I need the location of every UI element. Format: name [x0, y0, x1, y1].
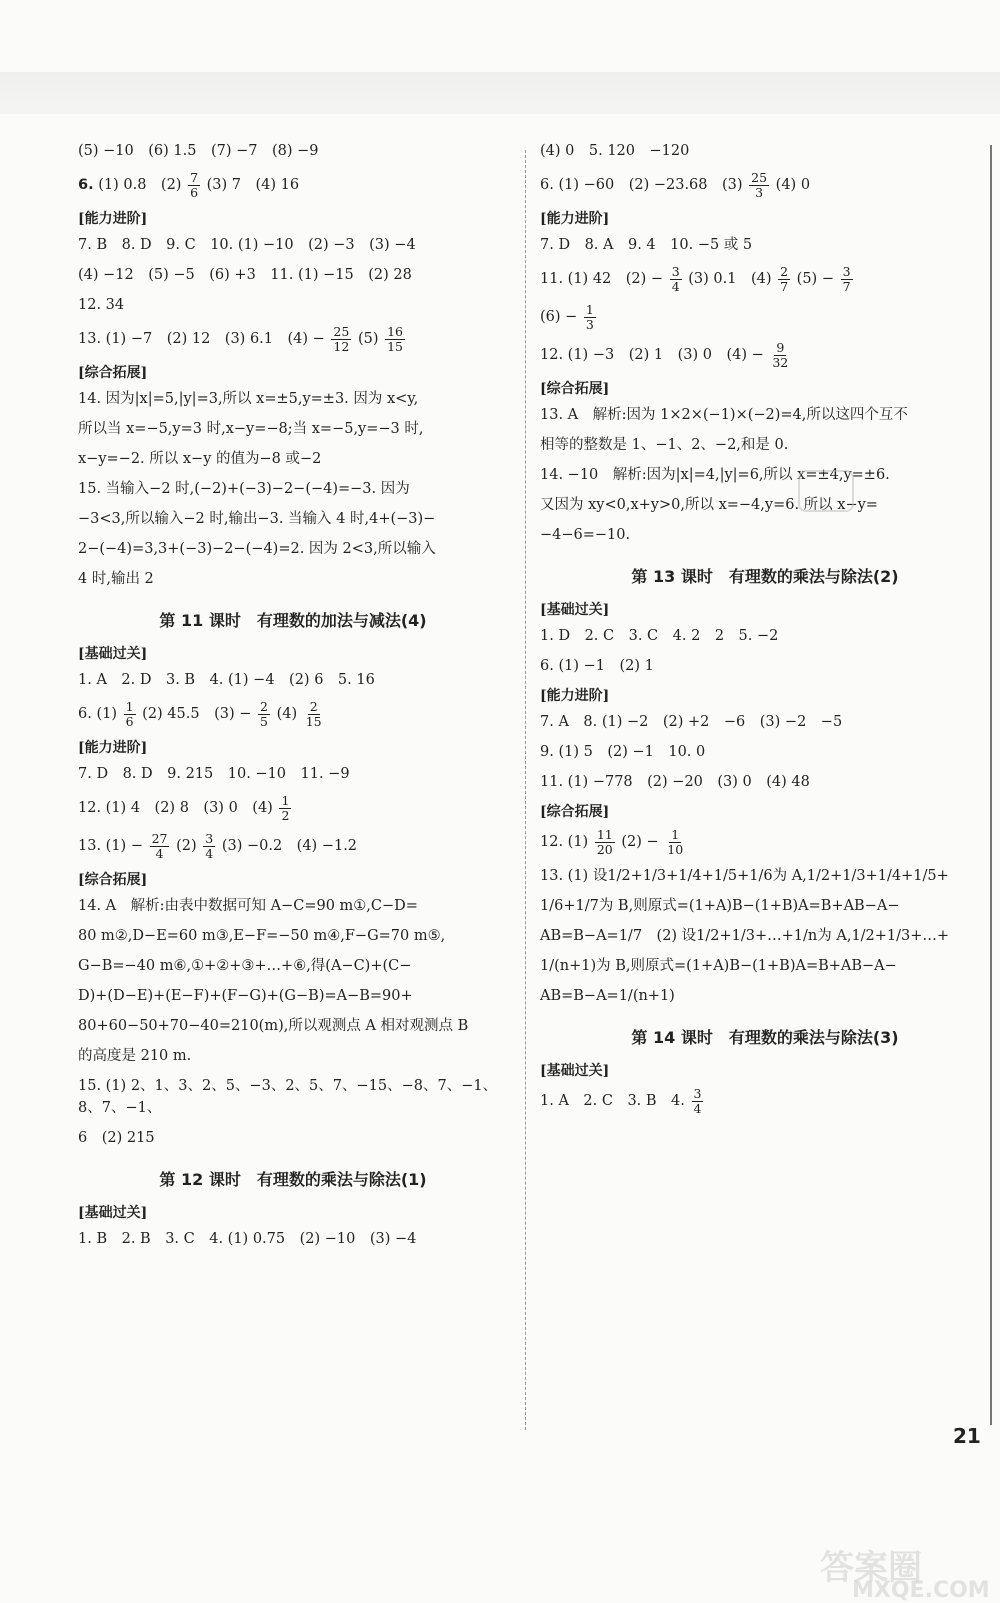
answer-line: −3<3,所以输入−2 时,输出−3. 当输入 4 时,4+(−3)−	[78, 511, 436, 527]
answer-line: 12. (1) 4 (2) 8 (3) 0 (4) $\frac{1}{2}$	[78, 792, 290, 823]
section-heading: [基础过关]	[540, 602, 610, 618]
answer-line: 7. D 8. A 9. 4 10. −5 或 5	[540, 237, 753, 253]
fraction: $\frac{16}{15}$	[387, 323, 403, 354]
answer-line: 13. (1) − $\frac{27}{4}$ (2) $\frac{3}{4}$ (3) −0.2 (4) −1.2	[78, 830, 358, 861]
answer-line: 7. B 8. D 9. C 10. (1) −10 (2) −3 (3) −4	[78, 237, 416, 253]
answer-line: 7. A 8. (1) −2 (2) +2 −6 (3) −2 −5	[540, 714, 843, 730]
fraction: $\frac{2}{7}$	[780, 263, 789, 294]
answer-line: G−B=−40 m⑥,①+②+③+…+⑥,得(A−C)+(C−	[78, 958, 412, 974]
fraction: $\frac{1}{2}$	[281, 792, 290, 823]
section-heading: [综合拓展]	[540, 804, 610, 820]
answer-line: 11. (1) 42 (2) − $\frac{3}{4}$ (3) 0.1 (4) $\frac{2}{7}$ (5) − $\frac{3}{7}$	[540, 263, 851, 294]
fraction: $\frac{7}{6}$	[190, 169, 199, 200]
section-heading: [综合拓展]	[78, 872, 148, 888]
answer-line: 12. (1) −3 (2) 1 (3) 0 (4) − $\frac{9}{32}$	[540, 339, 789, 370]
lesson-title: 第 12 课时 有理数的乘法与除法(1)	[159, 1170, 427, 1189]
left-column	[78, 140, 508, 1258]
answer-line: x−y=−2. 所以 x−y 的值为−8 或−2	[78, 451, 322, 467]
scan-header-band	[0, 72, 1000, 114]
section-heading: [基础过关]	[78, 1205, 148, 1221]
lesson-title: 第 13 课时 有理数的乘法与除法(2)	[631, 567, 899, 586]
answer-line: (5) −10 (6) 1.5 (7) −7 (8) −9	[78, 143, 319, 159]
fraction: $\frac{25}{3}$	[751, 169, 768, 200]
answer-line: D)+(D−E)+(E−F)+(F−G)+(G−B)=A−B=90+	[78, 988, 413, 1004]
answer-line: 6. (1) 0.8 (2) $\frac{7}{6}$ (3) 7 (4) 16	[78, 169, 300, 200]
column-divider	[525, 150, 526, 1430]
answer-line: 所以当 x=−5,y=3 时,x−y=−8;当 x=−5,y=−3 时,	[78, 421, 424, 437]
answer-line: 80+60−50+70−40=210(m),所以观测点 A 相对观测点 B	[78, 1018, 469, 1034]
section-heading: [综合拓展]	[78, 365, 148, 381]
answer-line: 1. A 2. C 3. B 4. $\frac{3}{4}$	[540, 1085, 702, 1116]
answer-line: 14. −10 解析:因为|x|=4,|y|=6,所以 x=±4,y=±6.	[540, 467, 890, 483]
page-edge	[990, 145, 992, 1425]
page-number: 21	[953, 1424, 981, 1448]
answer-line: 6. (1) $\frac{1}{6}$ (2) 45.5 (3) − $\frac{2}{5}$ (4) $\frac{2}{15}$	[78, 698, 322, 729]
fraction: $\frac{11}{20}$	[596, 826, 613, 857]
answer-line: 1/(n+1)为 B,则原式=(1+A)B−(1+B)A=B+AB−A−	[540, 958, 897, 974]
section-heading: [能力进阶]	[78, 740, 148, 756]
section-heading: [综合拓展]	[540, 381, 610, 397]
answer-line: 11. (1) −778 (2) −20 (3) 0 (4) 48	[540, 774, 810, 790]
answer-line: 4 时,输出 2	[78, 571, 154, 587]
answer-line: 6. (1) −60 (2) −23.68 (3) $\frac{25}{3}$ (4) 0	[540, 169, 811, 200]
answer-line: 12. 34	[78, 297, 125, 313]
right-column	[540, 140, 990, 1124]
answer-line: 9. (1) 5 (2) −1 10. 0	[540, 744, 706, 760]
answer-line: 7. D 8. D 9. 215 10. −10 11. −9	[78, 766, 350, 782]
answer-line: (4) −12 (5) −5 (6) +3 11. (1) −15 (2) 28	[78, 267, 412, 283]
section-heading: [基础过关]	[540, 1063, 610, 1079]
fraction: $\frac{2}{5}$	[260, 698, 268, 729]
watermark-logo: 答案圈	[820, 1548, 922, 1588]
answer-line: 6 (2) 215	[78, 1130, 155, 1146]
fraction: $\frac{3}{4}$	[693, 1085, 702, 1116]
answer-line: 80 m②,D−E=60 m③,E−F=−50 m④,F−G=70 m⑤,	[78, 928, 446, 944]
fraction: $\frac{2}{15}$	[305, 698, 322, 729]
answer-line: 1. D 2. C 3. C 4. 2 2 5. −2	[540, 628, 779, 644]
answer-line: 1/6+1/7为 B,则原式=(1+A)B−(1+B)A=B+AB−A−	[540, 898, 900, 914]
answer-line: 13. A 解析:因为 1×2×(−1)×(−2)=4,所以这四个互不	[540, 407, 908, 423]
answer-line: 15. (1) 2、1、3、2、5、−3、2、5、7、−15、−8、7、−1、8、7、−1、	[78, 1078, 498, 1116]
lesson-title: 第 11 课时 有理数的加法与减法(4)	[159, 611, 427, 630]
stamp-icon	[798, 470, 854, 512]
answer-line: 1. A 2. D 3. B 4. (1) −4 (2) 6 5. 16	[78, 672, 375, 688]
answer-line: 相等的整数是 1、−1、2、−2,和是 0.	[540, 437, 789, 453]
answer-line: AB=B−A=1/(n+1)	[540, 988, 675, 1004]
answer-line: 又因为 xy<0,x+y>0,所以 x=−4,y=6. 所以 x−y=	[540, 497, 878, 513]
watermark-site: MXQE.COM	[852, 1578, 990, 1603]
answer-line: 12. (1) $\frac{11}{20}$ (2) − $\frac{1}{10}$	[540, 826, 684, 857]
answer-line: 2−(−4)=3,3+(−3)−2−(−4)=2. 因为 2<3,所以输入	[78, 541, 436, 557]
fraction: $\frac{3}{7}$	[842, 263, 851, 294]
answer-line: 14. A 解析:由表中数据可知 A−C=90 m①,C−D=	[78, 898, 418, 914]
answer-line: 6. (1) −1 (2) 1	[540, 658, 654, 674]
fraction: $\frac{3}{4}$	[671, 263, 680, 294]
answer-line: 的高度是 210 m.	[78, 1048, 192, 1064]
answer-line: AB=B−A=1/7 (2) 设1/2+1/3+…+1/n为 A,1/2+1/3+…+	[540, 928, 950, 944]
section-heading: [能力进阶]	[78, 211, 148, 227]
fraction: $\frac{9}{32}$	[772, 339, 789, 370]
answer-line: 13. (1) −7 (2) 12 (3) 6.1 (4) − $\frac{25}{12}$ (5) $\frac{16}{15}$	[78, 323, 403, 354]
answer-line: (4) 0 5. 120 −120	[540, 143, 690, 159]
answer-line: 1. B 2. B 3. C 4. (1) 0.75 (2) −10 (3) −4	[78, 1231, 417, 1247]
section-heading: [基础过关]	[78, 646, 148, 662]
answer-line: 15. 当输入−2 时,(−2)+(−3)−2−(−4)=−3. 因为	[78, 481, 410, 497]
section-heading: [能力进阶]	[540, 211, 610, 227]
fraction: $\frac{25}{12}$	[333, 323, 350, 354]
fraction: $\frac{27}{4}$	[151, 830, 168, 861]
fraction: $\frac{1}{6}$	[125, 698, 134, 729]
fraction: $\frac{1}{10}$	[667, 826, 684, 857]
fraction: $\frac{1}{3}$	[585, 301, 594, 332]
answer-line: 13. (1) 设1/2+1/3+1/4+1/5+1/6为 A,1/2+1/3+1/4+1/5+	[540, 868, 949, 884]
answer-line: 14. 因为|x|=5,|y|=3,所以 x=±5,y=±3. 因为 x<y,	[78, 391, 419, 407]
lesson-title: 第 14 课时 有理数的乘法与除法(3)	[631, 1028, 899, 1047]
section-heading: [能力进阶]	[540, 688, 610, 704]
answer-line: −4−6=−10.	[540, 527, 631, 543]
answer-line: (6) − $\frac{1}{3}$	[540, 301, 594, 332]
fraction: $\frac{3}{4}$	[205, 830, 214, 861]
